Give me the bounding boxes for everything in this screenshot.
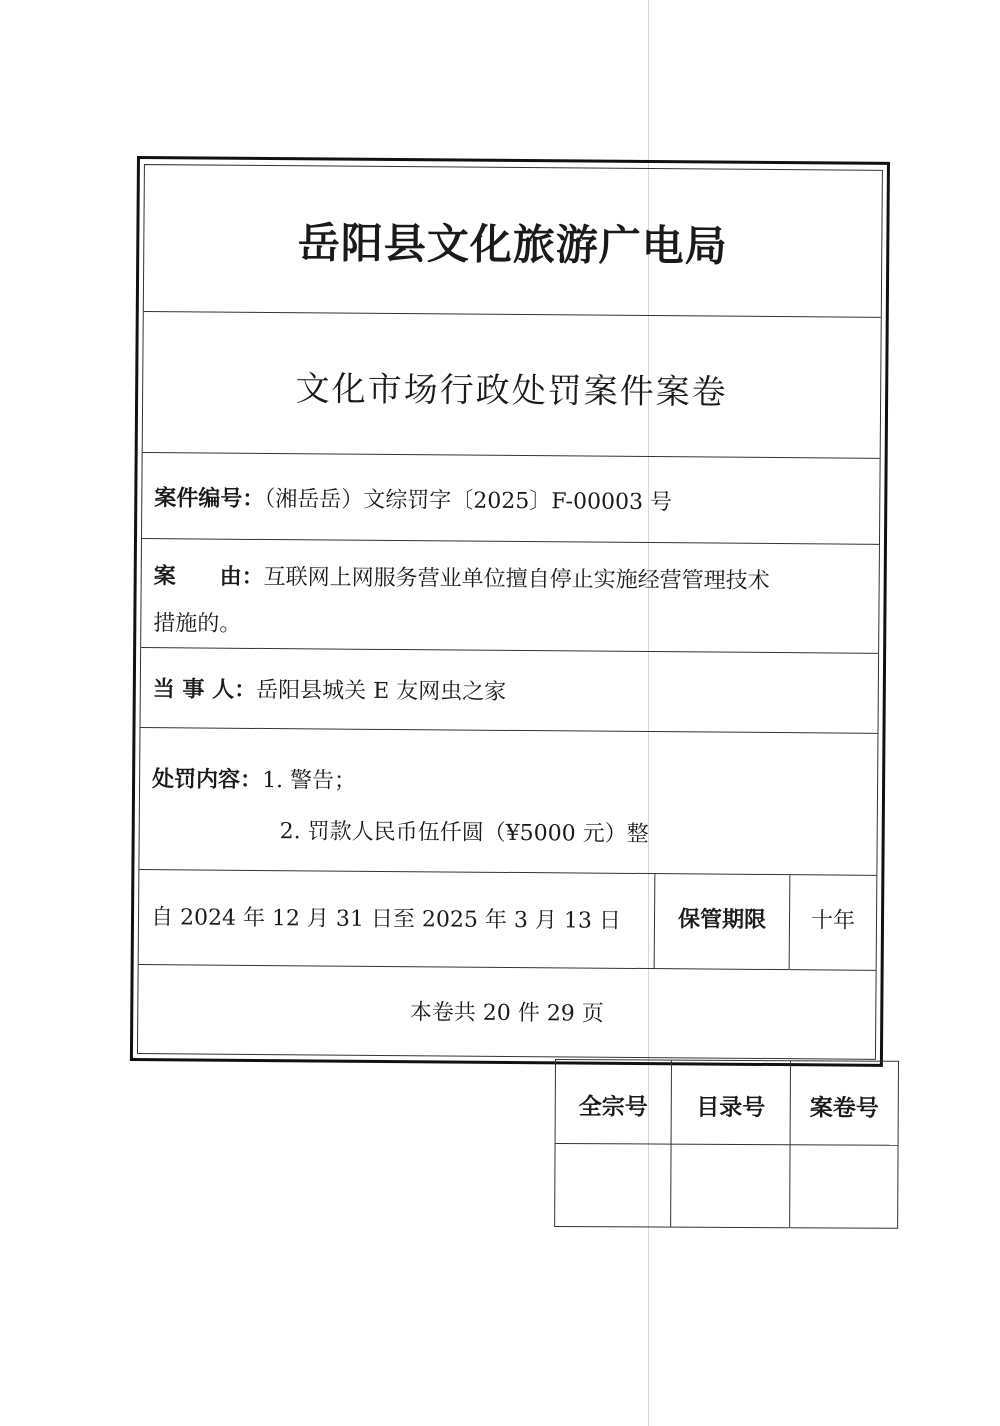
case-reason-row: [141, 539, 879, 654]
case-file-cover: [130, 156, 890, 1067]
archive-header-file: [790, 1061, 898, 1146]
count-row: [138, 965, 876, 1059]
retention-label: 保管期限: [677, 907, 767, 933]
retention-value: 十年: [810, 908, 856, 934]
volume-count: 本卷共 20 件 29 页: [409, 1000, 604, 1027]
archive-header-catalog-label: 目录号: [696, 1094, 766, 1122]
retention-value-cell: [789, 875, 877, 970]
archive-header-fonds: [556, 1060, 671, 1145]
penalty-label: 处罚内容：: [152, 767, 263, 794]
party-row: [141, 648, 879, 734]
archive-value-catalog: [670, 1145, 789, 1228]
penalty-item-1: 1. 警告；: [262, 768, 357, 794]
cover-inner-frame: [137, 164, 883, 1060]
case-reason-value-line1: 互联网上网服务营业单位擅自停止实施经营管理技术: [263, 565, 770, 594]
archive-header-fonds-label: 全宗号: [578, 1094, 648, 1121]
case-reason-value-line2: 措施的。: [153, 611, 242, 637]
agency-row: [144, 165, 882, 318]
penalty-item-2: 2. 罚款人民币伍仟圆（¥5000 元）整: [279, 819, 649, 848]
archive-value-fonds: [555, 1144, 670, 1227]
period-row: [139, 870, 877, 971]
case-number-row: [142, 453, 880, 545]
agency-title: 岳阳县文化旅游广电局: [297, 218, 729, 271]
case-number-value: （湘岳岳）文综罚字〔2025〕F-00003 号: [264, 487, 673, 516]
archive-number-table: [554, 1059, 899, 1229]
period-date-range: 自 2024 年 12 月 31 日至 2025 年 3 月 13 日: [150, 905, 621, 934]
case-number-label: 案件编号：: [154, 486, 265, 513]
archive-value-file: [789, 1145, 897, 1228]
archive-header-catalog: [671, 1061, 790, 1146]
party-value: 岳阳县城关 E 友网虫之家: [256, 677, 507, 705]
archive-header-file-label: 案卷号: [809, 1095, 879, 1122]
penalty-row: [139, 728, 877, 876]
doc-type-title: 文化市场行政处罚案件案卷: [295, 369, 728, 413]
case-reason-label: 案 由：: [153, 564, 264, 591]
party-label: 当 事 人：: [152, 677, 257, 703]
doc-type-row: [143, 312, 881, 459]
retention-label-cell: [654, 874, 790, 969]
